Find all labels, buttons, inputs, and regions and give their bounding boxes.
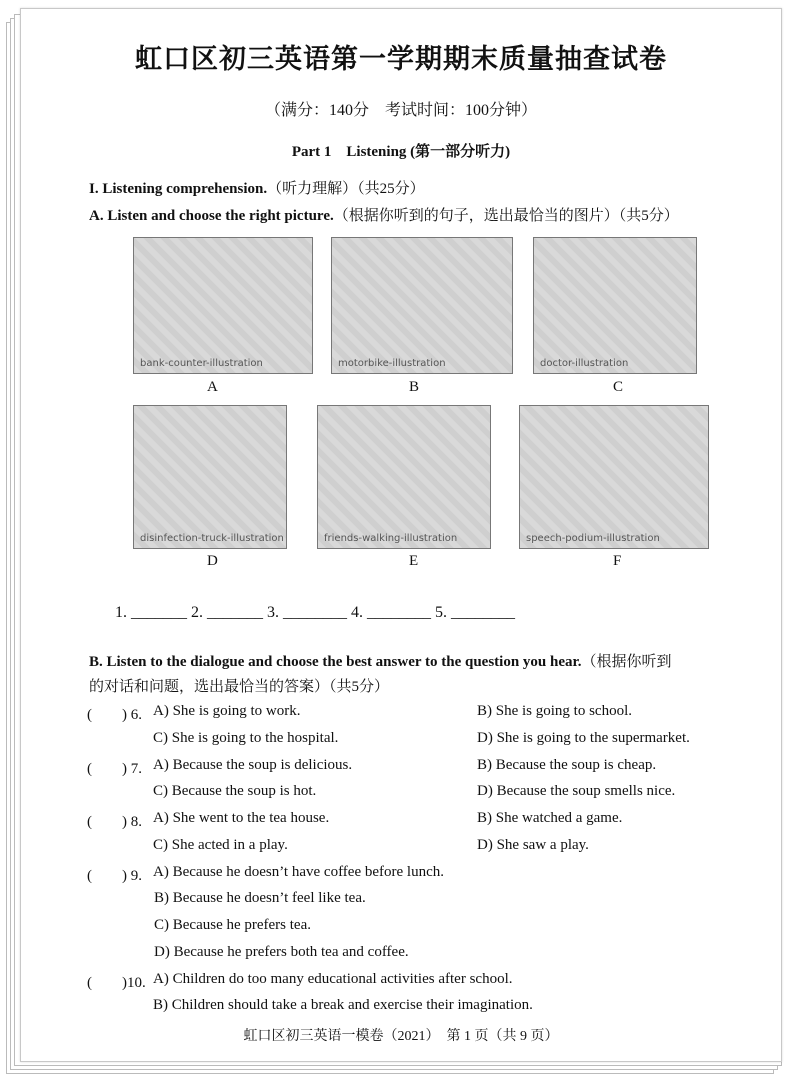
page-footer: 虹口区初三英语一模卷（2021） 第 1 页（共 9 页） bbox=[243, 1029, 559, 1044]
question-9-option-b: B) Because he doesn’t feel like tea. bbox=[154, 890, 366, 906]
section-i-heading: I. Listening comprehension.（听力理解）（共25分） bbox=[89, 181, 425, 197]
question-9-number: ( ) 9. bbox=[87, 868, 142, 884]
section-b-heading: B. Listen to the dialogue and choose the best answer to the question you hear.（根据你听到 bbox=[89, 654, 672, 670]
picture-label-f: F bbox=[613, 553, 622, 569]
question-6-number: ( ) 6. bbox=[87, 707, 142, 723]
picture-label-d: D bbox=[207, 553, 218, 569]
picture-label-b: B bbox=[409, 379, 420, 395]
picture-c: doctor-illustration bbox=[533, 237, 697, 374]
question-9-option-c: C) Because he prefers tea. bbox=[154, 917, 312, 933]
question-10-number: ( )10. bbox=[87, 975, 146, 991]
picture-label-a: A bbox=[207, 379, 218, 395]
question-8-option-c: C) She acted in a play. bbox=[153, 837, 288, 853]
question-6-option-d: D) She is going to the supermarket. bbox=[477, 730, 690, 746]
picture-label-c: C bbox=[613, 379, 624, 395]
answer-blanks: 1. _______ 2. _______ 3. ________ 4. ________ 5. ________ bbox=[115, 604, 515, 621]
picture-e: friends-walking-illustration bbox=[317, 405, 491, 549]
question-7-option-b: B) Because the soup is cheap. bbox=[477, 757, 657, 773]
question-6-option-c: C) She is going to the hospital. bbox=[153, 730, 339, 746]
question-7-option-a: A) Because the soup is delicious. bbox=[153, 757, 353, 773]
picture-label-e: E bbox=[409, 553, 419, 569]
page-title: 虹口区初三英语第一学期期末质量抽查试卷 bbox=[135, 44, 667, 75]
exam-sheet bbox=[20, 8, 782, 1062]
picture-d: disinfection-truck-illustration bbox=[133, 405, 287, 549]
picture-f: speech-podium-illustration bbox=[519, 405, 709, 549]
question-8-option-a: A) She went to the tea house. bbox=[153, 810, 330, 826]
question-8-option-d: D) She saw a play. bbox=[477, 837, 589, 853]
picture-a: bank-counter-illustration bbox=[133, 237, 313, 374]
exam-subtitle: （满分：140分 考试时间：100分钟） bbox=[264, 102, 537, 119]
question-10-option-b: B) Children should take a break and exercise their imagination. bbox=[153, 997, 533, 1013]
part-heading: Part 1 Listening (第一部分听力) bbox=[291, 144, 511, 160]
question-6-option-b: B) She is going to school. bbox=[477, 703, 633, 719]
question-10-option-a: A) Children do too many educational activities after school. bbox=[153, 971, 513, 987]
question-7-option-d: D) Because the soup smells nice. bbox=[477, 783, 676, 799]
question-9-option-a: A) Because he doesn’t have coffee before lunch. bbox=[153, 864, 444, 880]
question-7-option-c: C) Because the soup is hot. bbox=[153, 783, 317, 799]
question-8-option-b: B) She watched a game. bbox=[477, 810, 623, 826]
question-7-number: ( ) 7. bbox=[87, 761, 142, 777]
section-b-heading-cont: 的对话和问题，选出最恰当的答案）（共5分） bbox=[89, 679, 390, 695]
question-6-option-a: A) She is going to work. bbox=[153, 703, 301, 719]
question-9-option-d: D) Because he prefers both tea and coffee. bbox=[154, 944, 409, 960]
section-a-heading: A. Listen and choose the right picture.（根据你听到的句子，选出最恰当的图片）（共5分） bbox=[89, 208, 679, 224]
picture-b: motorbike-illustration bbox=[331, 237, 513, 374]
question-8-number: ( ) 8. bbox=[87, 814, 142, 830]
